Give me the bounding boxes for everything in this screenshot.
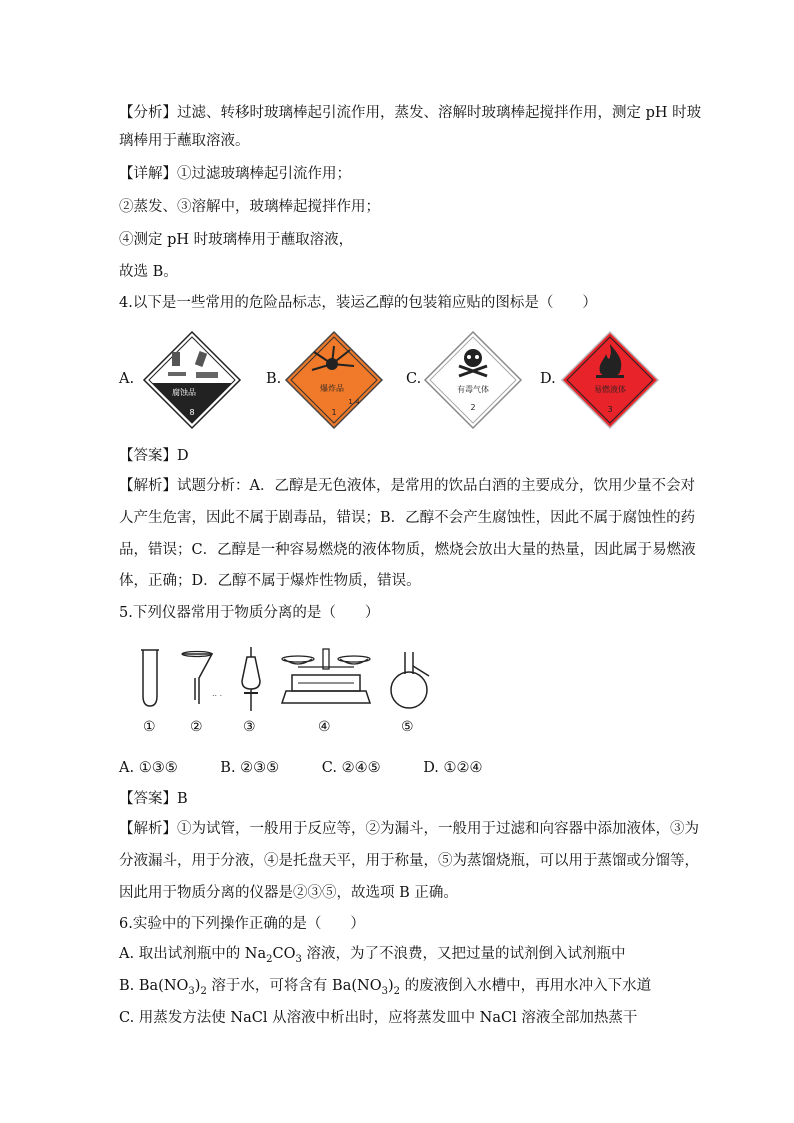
corrosive-sign-text: 腐蚀品 xyxy=(172,388,196,397)
detail-line-1: 【详解】①过滤玻璃棒起引流作用； xyxy=(119,166,351,182)
q6-option-a: A. 取出试剂瓶中的 $Na_2CO_3$ 溶液，为了不浪费，又把过量的试剂倒入试剂瓶中 xyxy=(119,946,626,965)
q6-question: 6.实验中的下列操作正确的是（ ） xyxy=(119,916,365,932)
q6-option-c: C. 用蒸发方法使 NaCl 从溶液中析出时，应将蒸发皿中 NaCl 溶液全部加热蒸干 xyxy=(119,1010,638,1026)
funnel-icon xyxy=(178,650,228,712)
explosive-sign-text: 爆炸品 xyxy=(320,384,344,393)
flammable-liquid-sign-text: 易燃液体 xyxy=(594,385,626,394)
detail-line-2: ②蒸发、③溶解中，玻璃棒起搅拌作用； xyxy=(119,199,380,215)
corrosive-sign xyxy=(142,330,242,434)
apparatus-label-4: ④ xyxy=(318,719,331,735)
explosive-sign-extra: 1.4 xyxy=(348,398,360,406)
corrosive-sign-num: 8 xyxy=(189,408,195,417)
q5-answer: 【答案】B xyxy=(119,791,188,807)
explosive-sign-num: 1 xyxy=(331,408,337,417)
q5-explain-line-3: 因此用于物质分离的仪器是②③⑤，故选项 B 正确。 xyxy=(119,885,458,901)
flammable-liquid-sign-num: 3 xyxy=(607,405,613,414)
apparatus-label-5: ⑤ xyxy=(401,719,414,735)
q4-explain-line-1: 【解析】试题分析：A．乙醇是无色液体，是常用的饮品白酒的主要成分，饮用少量不会对 xyxy=(119,478,695,494)
q5-choice-b: B. ②③⑤ xyxy=(220,760,280,776)
analysis-line-2: 璃棒用于蘸取溶液。 xyxy=(119,133,250,149)
q4-explain-line-2: 人产生危害，因此不属于剧毒品，错误；B．乙醇不会产生腐蚀性，因此不属于腐蚀性的药 xyxy=(119,510,696,526)
flammable-liquid-sign xyxy=(560,330,660,434)
apparatus-label-3: ③ xyxy=(243,719,256,735)
toxic-gas-sign-text: 有毒气体 xyxy=(457,385,489,394)
svg-text:.. .: .. . xyxy=(212,689,223,698)
separatory-funnel-icon xyxy=(236,645,266,717)
toxic-gas-sign-num: 2 xyxy=(470,403,476,412)
test-tube-icon xyxy=(138,648,162,714)
detail-line-3: ④测定 pH 时玻璃棒用于蘸取溶液， xyxy=(119,232,354,248)
q4-option-a-label: A. xyxy=(119,371,135,387)
detail-line-4: 故选 B。 xyxy=(119,264,178,280)
q5-explain-line-2: 分液漏斗，用于分液，④是托盘天平，用于称量，⑤为蒸馏烧瓶，可以用于蒸馏或分馏等， xyxy=(119,853,699,869)
explosive-sign xyxy=(284,330,384,434)
q4-option-b-label: B. xyxy=(266,371,282,387)
q5-choice-c: C. ②④⑤ xyxy=(321,760,381,776)
balance-icon xyxy=(280,645,372,713)
q4-option-d-label: D. xyxy=(540,371,556,387)
q5-choice-d: D. ①②④ xyxy=(423,760,483,776)
q4-explain-line-3: 品，错误；C．乙醇是一种容易燃烧的液体物质，燃烧会放出大量的热量，因此属于易燃液 xyxy=(119,542,696,558)
analysis-line-1: 【分析】过滤、转移时玻璃棒起引流作用，蒸发、溶解时玻璃棒起搅拌作用，测定 pH 时玻 xyxy=(119,105,702,121)
q4-option-c-label: C. xyxy=(406,371,422,387)
q4-question: 4.以下是一些常用的危险品标志，装运乙醇的包装箱应贴的图标是（ ） xyxy=(119,295,597,311)
q5-question: 5.下列仪器常用于物质分离的是（ ） xyxy=(119,605,380,621)
distillation-flask-icon xyxy=(387,650,431,716)
apparatus-label-1: ① xyxy=(143,719,156,735)
apparatus-label-2: ② xyxy=(190,719,203,735)
toxic-gas-sign xyxy=(423,330,523,434)
q5-choice-a: A. ①③⑤ xyxy=(119,760,178,776)
q5-choices xyxy=(119,758,521,778)
q4-answer: 【答案】D xyxy=(119,448,189,464)
q4-explain-line-4: 体，正确；D．乙醇不属于爆炸性物质，错误。 xyxy=(119,573,421,589)
q5-explain-line-1: 【解析】①为试管，一般用于反应等，②为漏斗，一般用于过滤和向容器中添加液体，③为 xyxy=(119,821,699,837)
q6-option-b: B. $Ba(NO_3)_2$ 溶于水，可将含有 $Ba(NO_3)_2$ 的废液倒入水槽中，再用水冲入下水道 xyxy=(119,978,652,997)
